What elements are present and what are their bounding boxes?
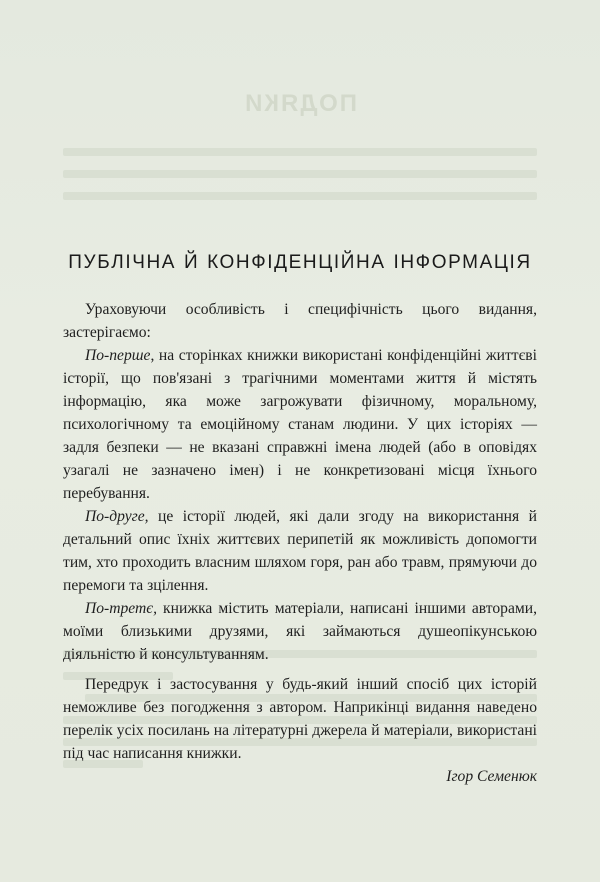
closing-paragraph: Передрук і застосування у будь-який інший спосіб цих історій неможливе без погодження з автором. Наприкінці видання наведено перелік усіх посилань на літературні джерела й матеріали, використані під час написання книжки. [63,676,537,762]
point-third-lead: По-третє, [85,600,157,617]
point-second-paragraph [63,505,537,597]
section-heading: ПУБЛІЧНА Й КОНФІДЕНЦІЙНА ІНФОРМАЦІЯ [68,252,532,273]
bleed-through-title: ПОДЯКИ [243,90,357,117]
author-signature: Ігор Семенюк [446,768,537,785]
point-first-text: , на сторінках книжки використані конфіденційні життєві історії, що пов'язані з трагічними моментами життя й містять інформацію, яка може загрожувати фізичному, моральному, психологічному та емоційному станам людини. У цих історіях — задля безпеки — не вказані справжні імена людей (або в оповідях узагалі не зазначено імен) і не конкретизовані місця їхнього перебування. [63,347,537,502]
point-second-text: це історії людей, які дали згоду на використання й детальний опис їхніх життєвих перипетій як можливість допомогти тим, хто проходить власним шляхом горя, ран або травм, прямуючи до перемоги та зцілення. [63,508,537,594]
point-first-lead: По-перше [85,347,151,364]
document-body [63,252,537,788]
point-third-text: книжка містить матеріали, написані іншими авторами, моїми близькими друзями, які займаються душеопікунською діяльністю й консультуванням. [63,600,537,663]
point-third-paragraph [63,597,537,666]
point-second-lead: По-друге, [85,508,149,525]
intro-paragraph: Ураховуючи особливість і специфічність цього видання, застерігаємо: [63,301,537,341]
point-first-paragraph [63,344,537,505]
